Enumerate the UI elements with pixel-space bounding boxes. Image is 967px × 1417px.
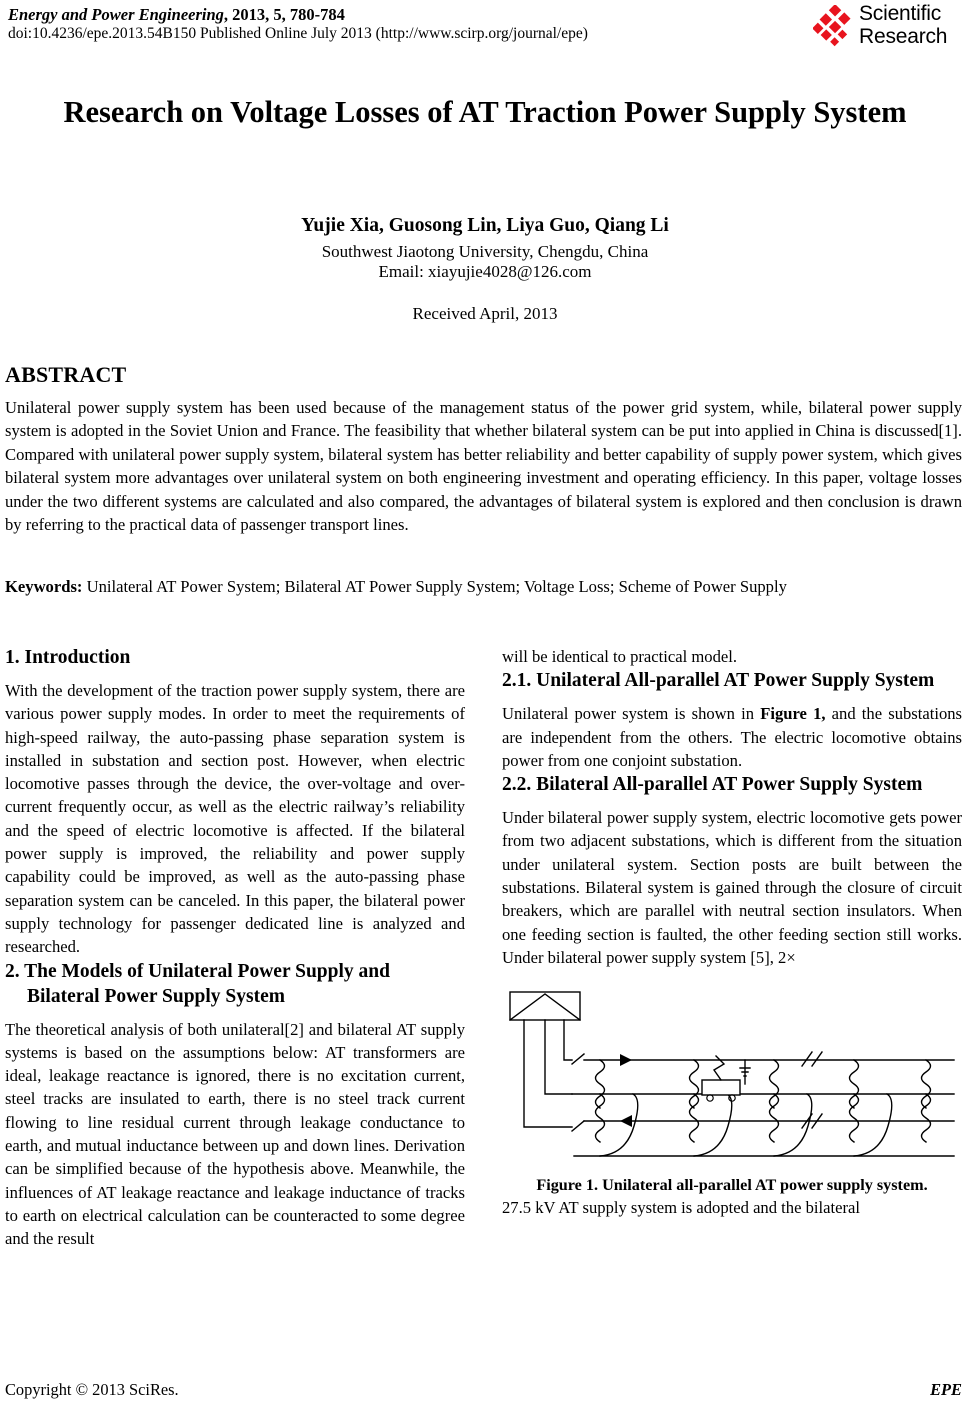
- section-2-2-paragraph: Under bilateral power supply system, electric locomotive gets power from two adjacent substations, which is different from the situation under unilateral system. Section posts are built between the substations. Bilateral system is gained through the closure of circuit breakers, which are parallel with neutral section insulators. When one feeding section is faulted, the other feeding section still works. Under bilateral power supply system [5], 2×: [502, 808, 962, 967]
- journal-name: Energy and Power Engineering: [8, 5, 224, 24]
- at-winding-lower-1: [596, 1094, 605, 1142]
- section-2-1-text-pre: Unilateral power system is shown in: [502, 704, 761, 724]
- keywords-line: [5, 575, 962, 598]
- keywords-text: Unilateral AT Power System; Bilateral AT Power Supply System; Voltage Loss; Scheme of Power Supply: [82, 577, 787, 596]
- abstract-text: Unilateral power supply system has been used because of the management status of the power grid system, while, bilateral power supply system is adopted in the Soviet Union and France. The feasibility that whether bilateral system can be put into applied in China is discussed[1]. Compared with unilateral power supply system, bilateral system has better reliability and better capability of supply power system, which gives bilateral system more advantages over unilateral system on both engineering investment and operating efficiency. In this paper, voltage losses under the two different systems are calculated and also compared, the advantages of bilateral system is explored and then conclusion is drawn by referring to the practical data of passenger transport lines.: [5, 398, 962, 535]
- substation-transformer-box: [510, 992, 580, 1020]
- section-heading-2: 2. The Models of Unilateral Power Supply and Bilateral Power Supply System: [5, 960, 390, 1007]
- paper-title: Research on Voltage Losses of AT Traction Power Supply System: [63, 95, 907, 129]
- feeder-up-left: [564, 1020, 572, 1060]
- author-list: Yujie Xia, Guosong Lin, Liya Guo, Qiang Li: [301, 215, 669, 236]
- section-2-paragraph: The theoretical analysis of both unilateral[2] and bilateral AT supply systems is based on the assumptions below: AT transformers are ideal, leakage reactance is ignored, there is no excitation current, steel tracks are insulated to earth, there is no steel track current flowing to line residual current through leakage conductance to earth, and mutual inductance between up and down lines. Derivation can be simplified because of the hypothesis above. Meanwhile, the influences of AT leakage reactance and leakage inductance of tracks to earth on electrical calculation can be counteracted to some degree and the result: [5, 1019, 465, 1249]
- after-figure-paragraph: 27.5 kV AT supply system is adopted and the bilateral: [502, 1197, 860, 1217]
- locomotive-body: [702, 1080, 740, 1095]
- affiliation: Southwest Jiaotong University, Chengdu, China: [321, 242, 649, 261]
- journal-issue: , 2013, 5, 780-784: [223, 5, 345, 24]
- section-heading-1: 1. Introduction: [5, 647, 131, 668]
- transformer-winding-symbol: [510, 994, 580, 1020]
- continued-paragraph: will be identical to practical model.: [502, 647, 737, 666]
- keywords-label: Keywords:: [5, 577, 83, 596]
- at-winding-lower-3: [770, 1094, 779, 1142]
- figure-1-caption: Figure 1. Unilateral all-parallel AT power supply system.: [536, 1175, 928, 1194]
- at-winding-lower-4: [850, 1094, 859, 1142]
- autotransformer-group-2: [690, 1060, 732, 1156]
- autotransformer-group-5: [922, 1060, 931, 1142]
- at-winding-upper-2: [690, 1060, 699, 1108]
- publisher-name: [859, 2, 947, 48]
- contact-email: Email: xiayujie4028@126.com: [378, 262, 592, 281]
- left-column: [5, 645, 465, 1251]
- section-1-paragraph: With the development of the traction power supply system, there are various power supply modes. In order to meet the requirements of high-speed railway, the auto-passing phase separation system is installed in substation and section post. However, when electric locomotive passes through the device, the over-voltage and over-current frequently occur, as well as the electric railway’s reliability and the speed of electric locomotive is affected. If the bilateral power supply is improved, the reliability and power supply capability could be improved, as well as the auto-passing phase separation system can be canceled. In this paper, the bilateral power supply technology for passenger dedicated line is analyzed and researched.: [5, 681, 465, 957]
- lower-disconnect-switch: [572, 1121, 584, 1131]
- doi-line: doi:10.4236/epe.2013.54B150 Published Online July 2013 (http://www.scirp.org/journal/epe): [8, 25, 588, 42]
- autotransformer-group-4: [850, 1060, 892, 1156]
- upper-disconnect-switch: [572, 1054, 584, 1064]
- section-heading-2-1: 2.1. Unilateral All-parallel AT Power Supply System: [502, 670, 935, 692]
- section-heading-2-2: 2.2. Bilateral All-parallel AT Power Supply System: [502, 774, 923, 796]
- feeder-middle: [545, 1020, 572, 1094]
- arrow-right-upper: [620, 1054, 632, 1066]
- figure-1-reference: Figure 1,: [760, 704, 826, 724]
- received-date: Received April, 2013: [412, 304, 558, 323]
- current-direction-arrows: [620, 1054, 632, 1127]
- abstract-heading: ABSTRACT: [5, 362, 127, 387]
- autotransformer-group-1: [596, 1060, 638, 1156]
- at-ground-link-4: [854, 1094, 892, 1156]
- journal-abbreviation: EPE: [930, 1380, 962, 1399]
- publisher-logo: [813, 2, 965, 48]
- at-ground-link-2: [694, 1094, 732, 1156]
- arrow-left-lower: [620, 1115, 632, 1127]
- at-winding-lower-2: [690, 1094, 699, 1142]
- running-head: [8, 5, 808, 43]
- journal-citation-line: [8, 5, 808, 24]
- at-winding-lower-5: [922, 1094, 931, 1142]
- section-2-1-text-post: and the substations are independent from the others. The electric locomotive obtains power from one conjoint substation.: [502, 704, 962, 770]
- publisher-name-line2: Research: [859, 25, 948, 48]
- locomotive-wheel-left: [707, 1095, 713, 1101]
- at-winding-upper-5: [922, 1060, 931, 1108]
- at-winding-upper-1: [596, 1060, 605, 1108]
- publisher-name-line1: Scientific: [859, 2, 942, 25]
- copyright-notice: Copyright © 2013 SciRes.: [5, 1380, 179, 1399]
- at-winding-upper-3: [770, 1060, 779, 1108]
- neutral-section-insulator-upper: [802, 1052, 822, 1066]
- right-column: [502, 645, 962, 1219]
- at-ground-link-3: [774, 1094, 812, 1156]
- feeder-down-left: [524, 1020, 572, 1127]
- autotransformer-group-3: [770, 1060, 812, 1156]
- at-winding-upper-4: [850, 1060, 859, 1108]
- unilateral-at-power-supply-schematic: [502, 984, 962, 1164]
- figure-1: [502, 984, 962, 1195]
- scientific-research-diamond-icon: [813, 5, 855, 47]
- section-2-1-paragraph: [502, 702, 962, 772]
- at-ground-link-1: [600, 1094, 638, 1156]
- page-footer: [5, 1379, 962, 1400]
